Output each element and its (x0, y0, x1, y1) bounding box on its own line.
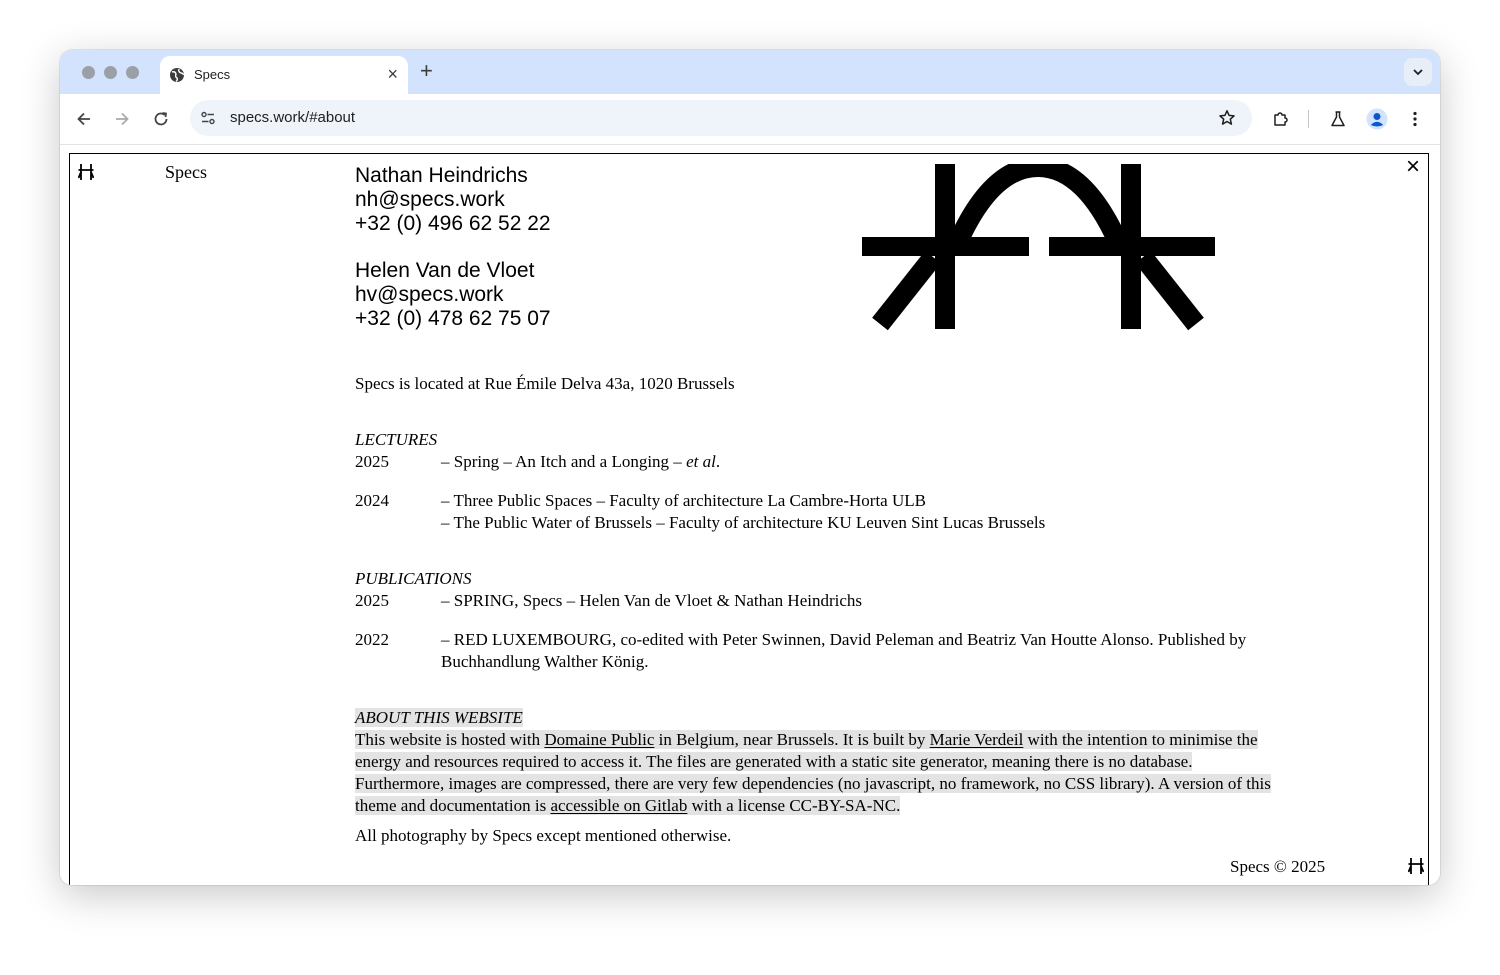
back-button[interactable] (72, 107, 96, 131)
contact-name: Helen Van de Vloet (355, 259, 535, 282)
entry-text: – The Public Water of Brussels – Faculty of architecture KU Leuven Sint Lucas Brussels (441, 513, 1046, 532)
bookmark-star-icon[interactable] (1218, 109, 1236, 127)
arrow-left-icon (75, 110, 93, 128)
lectures-heading: LECTURES (355, 430, 438, 449)
contact-helen (355, 259, 551, 331)
photo-credit: All photography by Specs except mentioned otherwise. (355, 826, 732, 845)
address-bar[interactable] (190, 100, 1252, 136)
window-controls (82, 66, 139, 79)
entry-year: 2025 (355, 452, 389, 471)
url-text[interactable]: specs.work/#about (230, 109, 356, 126)
entry-year: 2024 (355, 491, 389, 510)
menu-button[interactable] (1403, 107, 1427, 131)
about-section (355, 707, 1271, 817)
lecture-entry-2024 (355, 490, 1355, 534)
entry-text: Buchhandlung Walther König. (441, 652, 649, 671)
marie-verdeil-link[interactable]: Marie Verdeil (929, 730, 1024, 749)
browser-window (60, 50, 1440, 885)
maximize-window-button[interactable] (126, 66, 139, 79)
site-settings-icon[interactable] (200, 110, 216, 126)
toolbar-divider (1308, 110, 1309, 128)
arrow-right-icon (113, 110, 131, 128)
contact-phone[interactable]: +32 (0) 478 62 75 07 (355, 307, 551, 330)
domaine-public-link[interactable]: Domaine Public (544, 730, 655, 749)
contact-name: Nathan Heindrichs (355, 164, 528, 187)
copyright: Specs © 2025 (1230, 857, 1326, 876)
entry-text: – SPRING, Specs – Helen Van de Vloet & Nathan Heindrichs (441, 591, 863, 610)
entry-year: 2022 (355, 630, 389, 649)
site-title[interactable]: Specs (165, 162, 207, 182)
about-line: energy and resources required to access it. The files are generated with a static site generator, meaning there is no database. (355, 752, 1193, 771)
globe-icon (169, 67, 185, 83)
about-line: This website is hosted with Domaine Public in Belgium, near Brussels. It is built by Marie Verdeil with the intention to minimise the (355, 730, 1258, 749)
tab-strip (60, 50, 1440, 94)
kebab-menu-icon (1406, 110, 1424, 128)
avatar-icon (1366, 108, 1388, 130)
specs-logo (862, 164, 1217, 332)
lecture-entry-2025 (355, 451, 1355, 473)
tab-search-button[interactable] (1404, 58, 1432, 86)
close-window-button[interactable] (82, 66, 95, 79)
about-line: theme and documentation is accessible on Gitlab with a license CC-BY-SA-NC. (355, 796, 901, 815)
publication-entry-2025 (355, 590, 1355, 612)
minimize-window-button[interactable] (104, 66, 117, 79)
tab-specs[interactable] (160, 56, 408, 94)
contact-email[interactable]: nh@specs.work (355, 188, 505, 211)
tab-title: Specs (194, 67, 231, 82)
location-text: Specs is located at Rue Émile Delva 43a, 1020 Brussels (355, 374, 735, 393)
publications-heading: PUBLICATIONS (355, 569, 472, 588)
asterisk-mark-icon[interactable] (78, 163, 94, 181)
page-viewport (60, 145, 1440, 885)
close-button[interactable]: × (1406, 153, 1421, 180)
profile-button[interactable] (1365, 107, 1389, 131)
entry-year: 2025 (355, 591, 389, 610)
contact-phone[interactable]: +32 (0) 496 62 52 22 (355, 212, 551, 235)
flask-icon (1329, 110, 1347, 128)
gitlab-link[interactable]: accessible on Gitlab (550, 796, 688, 815)
page-frame (69, 153, 1429, 885)
entry-text: – RED LUXEMBOURG, co-edited with Peter Swinnen, David Peleman and Beatriz Van Houtte Alonso. Published by (441, 630, 1247, 649)
labs-button[interactable] (1326, 107, 1350, 131)
reload-icon (152, 110, 170, 128)
entry-text: – Three Public Spaces – Faculty of architecture La Cambre-Horta ULB (441, 491, 926, 510)
contact-nathan (355, 164, 551, 236)
puzzle-icon (1272, 110, 1290, 128)
about-heading: ABOUT THIS WEBSITE (355, 708, 523, 727)
browser-toolbar (60, 94, 1440, 145)
asterisk-mark-bottom-icon[interactable] (1408, 857, 1424, 875)
about-line: Furthermore, images are compressed, there are very few dependencies (no javascript, no framework, no CSS library). A version of this (355, 774, 1271, 793)
contact-email[interactable]: hv@specs.work (355, 283, 504, 306)
publication-entry-2022 (355, 629, 1355, 673)
reload-button[interactable] (149, 107, 173, 131)
tab-close-button[interactable]: × (387, 64, 398, 84)
extensions-button[interactable] (1269, 107, 1293, 131)
chevron-down-icon (1412, 66, 1424, 78)
new-tab-button[interactable]: + (420, 58, 433, 83)
forward-button[interactable] (110, 107, 134, 131)
entry-text: – Spring – An Itch and a Longing – et al. (441, 452, 721, 471)
